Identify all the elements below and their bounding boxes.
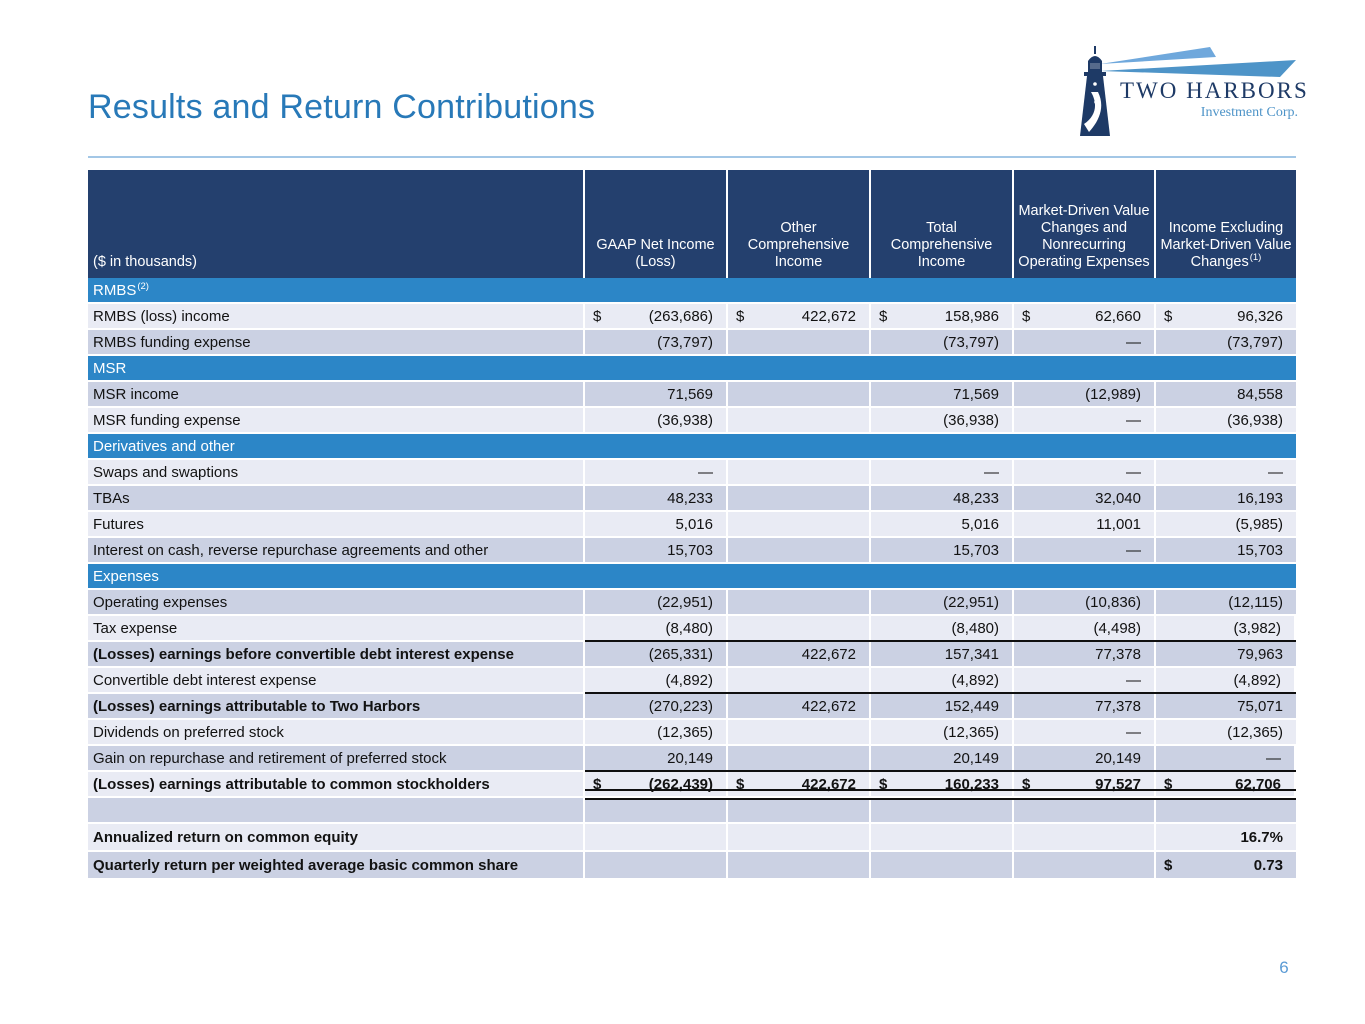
value-cell: (36,938) bbox=[871, 408, 1014, 432]
value-cell: (12,365) bbox=[871, 720, 1014, 744]
value-cell: (8,480) bbox=[585, 616, 728, 640]
value-cell: (270,223) bbox=[585, 694, 728, 718]
value-cell: (22,951) bbox=[585, 590, 728, 614]
company-logo bbox=[1058, 44, 1309, 140]
double-total-rule bbox=[585, 789, 1296, 800]
row-label: (Losses) earnings before convertible debt interest expense bbox=[88, 642, 585, 666]
value-cell bbox=[728, 382, 871, 406]
title-divider bbox=[88, 156, 1296, 158]
value-cell bbox=[871, 852, 1014, 878]
value-cell bbox=[871, 798, 1014, 822]
value-cell: — bbox=[1014, 408, 1156, 432]
value-cell: (22,951) bbox=[871, 590, 1014, 614]
logo-company-name: TWO HARBORS bbox=[1120, 78, 1309, 103]
table-row bbox=[88, 616, 1296, 642]
value-cell: 16,193 bbox=[1156, 486, 1296, 510]
value-cell: (265,331) bbox=[585, 642, 728, 666]
table-row bbox=[88, 824, 1296, 852]
value-cell: 48,233 bbox=[871, 486, 1014, 510]
value-cell: — bbox=[1156, 746, 1296, 770]
value-cell: 15,703 bbox=[1156, 538, 1296, 562]
value-cell: $ 96,326 bbox=[1156, 304, 1296, 328]
column-header: GAAP Net Income (Loss) bbox=[585, 170, 728, 278]
value-cell bbox=[728, 538, 871, 562]
subtotal-rule bbox=[585, 640, 1296, 642]
row-label: Interest on cash, reverse repurchase agreements and other bbox=[88, 538, 585, 562]
table-row bbox=[88, 746, 1296, 772]
table-header-row bbox=[88, 170, 1296, 278]
value-cell: (73,797) bbox=[585, 330, 728, 354]
value-cell: 77,378 bbox=[1014, 642, 1156, 666]
row-label bbox=[88, 798, 585, 822]
section-header-row bbox=[88, 278, 1296, 304]
value-cell: 79,963 bbox=[1156, 642, 1296, 666]
row-label: Operating expenses bbox=[88, 590, 585, 614]
table-row bbox=[88, 668, 1296, 694]
value-cell bbox=[728, 668, 871, 692]
value-cell: 20,149 bbox=[871, 746, 1014, 770]
value-cell: 84,558 bbox=[1156, 382, 1296, 406]
table-row bbox=[88, 852, 1296, 880]
value-cell bbox=[728, 408, 871, 432]
value-cell: $ 422,672 bbox=[728, 304, 871, 328]
section-label: Derivatives and other bbox=[93, 437, 235, 455]
row-label: Tax expense bbox=[88, 616, 585, 640]
value-cell: 20,149 bbox=[1014, 746, 1156, 770]
value-cell bbox=[585, 798, 728, 822]
row-label: Annualized return on common equity bbox=[88, 824, 585, 850]
table-row bbox=[88, 772, 1296, 798]
value-cell: $ 62,660 bbox=[1014, 304, 1156, 328]
row-label: Swaps and swaptions bbox=[88, 460, 585, 484]
value-cell: (4,892) bbox=[1156, 668, 1296, 692]
table-row bbox=[88, 408, 1296, 434]
section-header-row bbox=[88, 564, 1296, 590]
table-row bbox=[88, 642, 1296, 668]
value-cell: (36,938) bbox=[585, 408, 728, 432]
logo-subtitle: Investment Corp. bbox=[1200, 105, 1298, 120]
column-header: Other Comprehensive Income bbox=[728, 170, 871, 278]
value-cell: (3,982) bbox=[1156, 616, 1296, 640]
value-cell: (12,365) bbox=[1156, 720, 1296, 744]
row-label: RMBS funding expense bbox=[88, 330, 585, 354]
value-cell: (4,892) bbox=[585, 668, 728, 692]
value-cell: (12,115) bbox=[1156, 590, 1296, 614]
value-cell: (12,989) bbox=[1014, 382, 1156, 406]
subtotal-rule bbox=[585, 770, 1296, 772]
row-label: Gain on repurchase and retirement of preferred stock bbox=[88, 746, 585, 770]
value-cell bbox=[728, 330, 871, 354]
row-label: MSR income bbox=[88, 382, 585, 406]
value-cell bbox=[728, 824, 871, 850]
table-row bbox=[88, 590, 1296, 616]
value-cell bbox=[1014, 798, 1156, 822]
section-label: MSR bbox=[93, 359, 127, 377]
results-table bbox=[88, 170, 1296, 880]
header-unit-label: ($ in thousands) bbox=[88, 170, 585, 278]
table-row bbox=[88, 304, 1296, 330]
value-cell: 20,149 bbox=[585, 746, 728, 770]
value-cell: 77,378 bbox=[1014, 694, 1156, 718]
value-cell bbox=[728, 512, 871, 536]
value-cell: (73,797) bbox=[871, 330, 1014, 354]
value-cell: (73,797) bbox=[1156, 330, 1296, 354]
value-cell: (4,892) bbox=[871, 668, 1014, 692]
table-row bbox=[88, 694, 1296, 720]
row-label: Quarterly return per weighted average basic common share bbox=[88, 852, 585, 878]
row-label: Futures bbox=[88, 512, 585, 536]
value-cell: (10,836) bbox=[1014, 590, 1156, 614]
value-cell bbox=[1014, 824, 1156, 850]
row-label: Convertible debt interest expense bbox=[88, 668, 585, 692]
column-header: Total Comprehensive Income bbox=[871, 170, 1014, 278]
row-label: (Losses) earnings attributable to common stockholders bbox=[88, 772, 585, 796]
value-cell: — bbox=[1014, 720, 1156, 744]
value-cell bbox=[1156, 798, 1296, 822]
value-cell: 48,233 bbox=[585, 486, 728, 510]
value-cell bbox=[871, 824, 1014, 850]
value-cell: 75,071 bbox=[1156, 694, 1296, 718]
value-cell: 15,703 bbox=[871, 538, 1014, 562]
value-cell bbox=[728, 852, 871, 878]
value-cell: 157,341 bbox=[871, 642, 1014, 666]
row-label: (Losses) earnings attributable to Two Harbors bbox=[88, 694, 585, 718]
value-cell: 422,672 bbox=[728, 642, 871, 666]
value-cell: (5,985) bbox=[1156, 512, 1296, 536]
value-cell: (36,938) bbox=[1156, 408, 1296, 432]
value-cell: — bbox=[1156, 460, 1296, 484]
value-cell bbox=[728, 460, 871, 484]
value-cell: 5,016 bbox=[871, 512, 1014, 536]
value-cell: 11,001 bbox=[1014, 512, 1156, 536]
spacer-row bbox=[88, 798, 1296, 824]
page-number: 6 bbox=[1279, 958, 1289, 977]
value-cell bbox=[585, 852, 728, 878]
section-header-row bbox=[88, 356, 1296, 382]
value-cell bbox=[1014, 852, 1156, 878]
value-cell: $ 422,672 bbox=[728, 772, 871, 796]
value-cell bbox=[728, 720, 871, 744]
value-cell: 152,449 bbox=[871, 694, 1014, 718]
value-cell bbox=[728, 616, 871, 640]
table-row bbox=[88, 486, 1296, 512]
row-label: TBAs bbox=[88, 486, 585, 510]
table-row bbox=[88, 382, 1296, 408]
value-cell: — bbox=[1014, 330, 1156, 354]
table-row bbox=[88, 538, 1296, 564]
value-cell: 5,016 bbox=[585, 512, 728, 536]
column-header: Income Excluding Market-Driven Value Changes$^{(1)}$ bbox=[1160, 219, 1292, 270]
value-cell: (4,498) bbox=[1014, 616, 1156, 640]
value-cell: $ 97,527 bbox=[1014, 772, 1156, 796]
value-cell: — bbox=[1014, 460, 1156, 484]
value-cell: (12,365) bbox=[585, 720, 728, 744]
column-header: Market-Driven Value Changes and Nonrecurring Operating Expenses bbox=[1014, 170, 1156, 278]
page-title: Results and Return Contributions bbox=[88, 88, 596, 126]
row-label: Dividends on preferred stock bbox=[88, 720, 585, 744]
value-cell: 15,703 bbox=[585, 538, 728, 562]
value-cell: $ (263,686) bbox=[585, 304, 728, 328]
section-label: Expenses bbox=[93, 567, 159, 585]
value-cell: $ (262,439) bbox=[585, 772, 728, 796]
value-cell: $ 62,706 bbox=[1156, 772, 1296, 796]
value-cell: — bbox=[871, 460, 1014, 484]
row-label: RMBS (loss) income bbox=[88, 304, 585, 328]
value-cell: 422,672 bbox=[728, 694, 871, 718]
value-cell: — bbox=[585, 460, 728, 484]
value-cell: 16.7% bbox=[1156, 824, 1296, 850]
value-cell bbox=[585, 824, 728, 850]
table-row bbox=[88, 512, 1296, 538]
value-cell bbox=[728, 590, 871, 614]
section-header-row bbox=[88, 434, 1296, 460]
value-cell bbox=[728, 486, 871, 510]
value-cell bbox=[728, 798, 871, 822]
subtotal-rule bbox=[585, 692, 1296, 694]
value-cell bbox=[728, 746, 871, 770]
value-cell: $ 160,233 bbox=[871, 772, 1014, 796]
value-cell: 32,040 bbox=[1014, 486, 1156, 510]
table-row bbox=[88, 330, 1296, 356]
table-row bbox=[88, 460, 1296, 486]
row-label: MSR funding expense bbox=[88, 408, 585, 432]
value-cell: 71,569 bbox=[585, 382, 728, 406]
table-body bbox=[88, 278, 1296, 880]
value-cell: — bbox=[1014, 538, 1156, 562]
section-label: RMBS$^{(2)}$ bbox=[93, 280, 149, 299]
value-cell: 71,569 bbox=[871, 382, 1014, 406]
value-cell: — bbox=[1014, 668, 1156, 692]
value-cell: $ 0.73 bbox=[1156, 852, 1296, 878]
value-cell: (8,480) bbox=[871, 616, 1014, 640]
table-row bbox=[88, 720, 1296, 746]
value-cell: $ 158,986 bbox=[871, 304, 1014, 328]
